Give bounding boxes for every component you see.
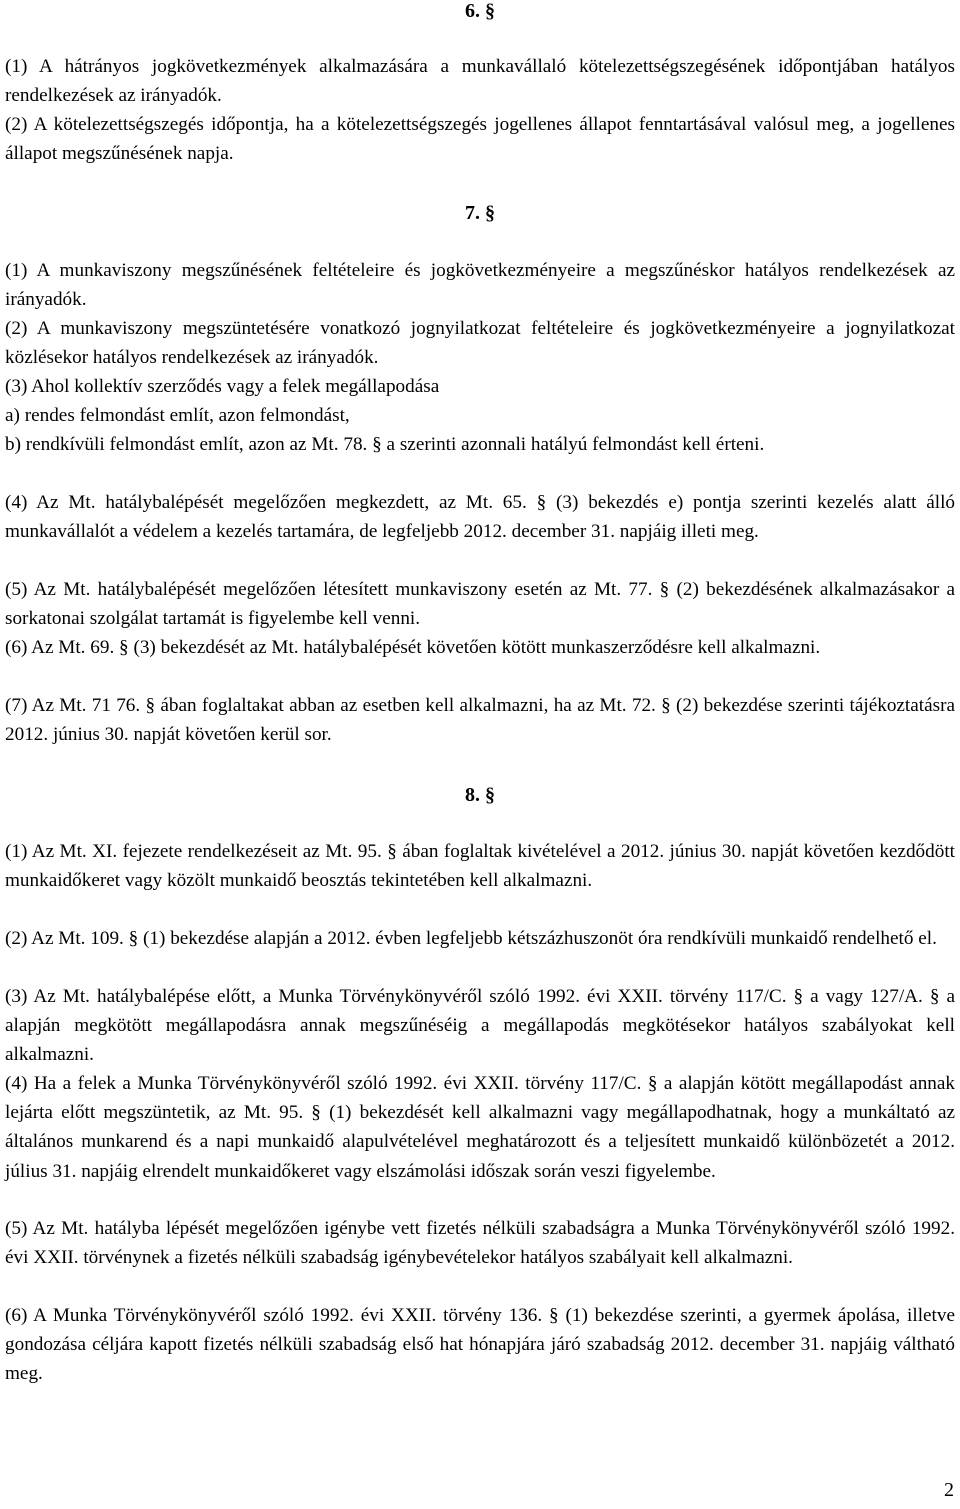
section-6-heading: 6. § — [465, 0, 495, 22]
paragraph: (2) A munkaviszony megszüntetésére vonatkozó jognyilatkozat feltételeire és jogkövetkezményeire a jognyilatkozat közlésekor hatályos rendelkezések az irányadók. — [5, 318, 955, 369]
page-number: 2 — [944, 1479, 954, 1501]
paragraph: (2) Az Mt. 109. § (1) bekezdése alapján a 2012. évben legfeljebb kétszázhuszonöt óra rendkívüli munkaidő rendelhető el. — [5, 928, 937, 949]
section-7-heading: 7. § — [465, 202, 495, 224]
paragraph: (3) Ahol kollektív szerződés vagy a felek megállapodása — [5, 376, 440, 397]
section-heading — [0, 0, 960, 22]
paragraph: (5) Az Mt. hatálybalépését megelőzően létesített munkaviszony esetén az Mt. 77. § (2) bekezdésének alkalmazásakor a sorkatonai szolgálat tartamát is figyelembe kell venni. — [5, 579, 955, 630]
paragraph: (1) A hátrányos jogkövetkezmények alkalmazására a munkavállaló kötelezettségszegésének időpontjában hatályos rendelkezések az irányadók. — [5, 56, 955, 107]
paragraph: (5) Az Mt. hatályba lépését megelőzően igénybe vett fizetés nélküli szabadságra a Munka Törvénykönyvéről szóló 1992. évi XXII. törvénynek a fizetés nélküli szabadság igénybevételekor hatályos szabályait kell alkalmazni. — [5, 1218, 955, 1269]
paragraph: (6) A Munka Törvénykönyvéről szóló 1992. évi XXII. törvény 136. § (1) bekezdése szerinti, a gyermek ápolása, illetve gondozása céljára kapott fizetés nélküli szabadság első hat hónapjára járó szabadság 2012. december 31. napjáig váltható meg. — [5, 1305, 955, 1385]
paragraph: (3) Az Mt. hatálybalépése előtt, a Munka Törvénykönyvéről szóló 1992. évi XXII. törvény 117/C. § a vagy 127/A. § a alapján megkötött megállapodásra annak megszűnéséig a megállapodás megkötésekor hatályos szabályokat kell alkalmazni. — [5, 986, 955, 1066]
paragraph: (1) A munkaviszony megszűnésének feltételeire és jogkövetkezményeire a megszűnéskor hatályos rendelkezések az irányadók. — [5, 260, 955, 311]
paragraph: a) rendes felmondást említ, azon felmondást, — [5, 405, 350, 426]
section-heading — [0, 784, 960, 806]
paragraph: (1) Az Mt. XI. fejezete rendelkezéseit az Mt. 95. § ában foglaltak kivételével a 2012. június 30. napját követően kezdődött munkaidőkeret vagy közölt munkaidő beosztás tekintetében kell alkalmazni. — [5, 841, 955, 892]
paragraph: b) rendkívüli felmondást említ, azon az Mt. 78. § a szerinti azonnali hatályú felmondást kell érteni. — [5, 434, 765, 455]
paragraph: (6) Az Mt. 69. § (3) bekezdését az Mt. hatálybalépését követően kötött munkaszerződésre kell alkalmazni. — [5, 637, 821, 658]
paragraph: (4) Az Mt. hatálybalépését megelőzően megkezdett, az Mt. 65. § (3) bekezdés e) pontja szerinti kezelés alatt álló munkavállalót a védelem a kezelés tartamára, de legfeljebb 2012. december 31. napjáig illeti meg. — [5, 492, 955, 543]
section-8-heading: 8. § — [465, 784, 495, 806]
section-heading — [0, 202, 960, 224]
paragraph: (7) Az Mt. 71 76. § ában foglaltakat abban az esetben kell alkalmazni, ha az Mt. 72. § (2) bekezdése szerinti tájékoztatásra 2012. június 30. napját követően kerül sor. — [5, 695, 955, 746]
paragraph: (4) Ha a felek a Munka Törvénykönyvéről szóló 1992. évi XXII. törvény 117/C. § a alapján kötött megállapodást annak lejárta előtt megszüntetik, az Mt. 95. § (1) bekezdését kell alkalmazni vagy megállapodhatnak, hogy a munkáltató az általános munkarend és a napi munkaidő alapulvételével meghatározott és a teljesített munkaidő különbözetét a 2012. július 31. napjáig elrendelt munkaidőkeret vagy elszámolási időszak során veszi figyelembe. — [5, 1073, 955, 1182]
paragraph: (2) A kötelezettségszegés időpontja, ha a kötelezettségszegés jogellenes állapot fenntartásával valósul meg, a jogellenes állapot megszűnésének napja. — [5, 114, 955, 165]
